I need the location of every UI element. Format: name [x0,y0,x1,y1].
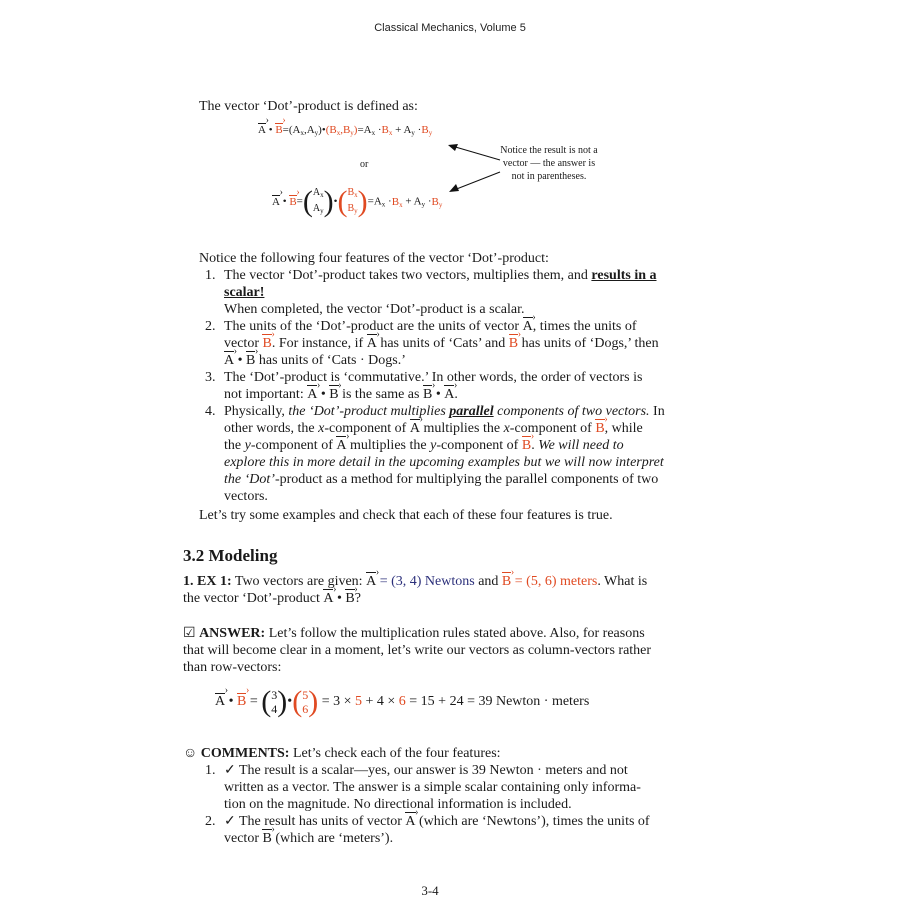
answer-block: ☑ ANSWER: Let’s follow the multiplication rules stated above. Also, for reasons that will become clear in a moment, let’s write our vectors as column-vectors rather than row-vectors: [183,626,652,675]
comments-list [205,762,684,847]
check-icon: ✓ [224,814,236,829]
comment-2: 2. ✓ The result has units of vector A › (which are ‘Newtons’), times the units of vector B › (which are ‘meters’). [224,813,684,847]
feature-2: 2. The units of the ‘Dot’-product are the units of vector A ›, times the units of vector B ›. For instance, if A › has units of ‘Cats’ and B › has units of ‘Dogs,’ then A › • B › has units of ‘Cats · Dogs.’ [224,318,684,369]
try-line: Let’s try some examples and check that each of these four features is true. [199,508,613,523]
vector-b-column: 5 6 [302,688,309,716]
example-1: 1. EX 1: Two vectors are given: A › = (3, 4) Newtons and B › = (5, 6) meters. What is the vector ‘Dot’-product A › • B ›? [183,573,683,607]
page-number: 3-4 [421,883,439,898]
feature-3: 3. The ‘Dot’-product is ‘commutative.’ In other words, the order of vectors is not important: A › • B › is the same as B › • A ›. [224,369,684,403]
check-icon: ✓ [224,763,236,778]
section-title: 3.2 Modeling [183,546,278,565]
calculation: A › • B › = (3 4)•(5 6) = 3 × 5 + 4 × 6 = 15 + 24 = 39 Newton · meters [215,687,589,717]
feature-4: 4. Physically, the ‘Dot’-product multiplies parallel components of two vectors. In other words, the x-component of A › multiplies the x-component of B ›, while the y-component of A › multiplies the y-component of B ›. We will need to explore this in more detail in the upcoming examples but we will now interpret the ‘Dot’-product as a method for multiplying the parallel components of two vectors. [224,403,684,505]
running-header: Classical Mechanics, Volume 5 [374,22,526,34]
checkbox-icon: ☑ [183,626,196,641]
vector-a-column: 3 4 [271,688,278,716]
column-equation: A › • B $›=(A_x$ $A_y)•(B_x$ $B_y)=A_x \cdot B_x + A_y \cdot B_y$ [272,186,442,218]
features-intro: Notice the following four features of the vector ‘Dot’-product: [199,251,549,266]
or-text: or [360,159,369,170]
comments-heading: ☺ COMMENTS: Let’s check each of the four features: [183,746,501,761]
feature-1: 1. The vector ‘Dot’-product takes two vectors, multiplies them, and results in a scalar! When completed, the vector ‘Dot’-product is a scalar. [205,268,657,317]
smiley-icon: ☺ [183,746,198,761]
intro-text: The vector ‘Dot’-product is defined as: [199,99,418,114]
row-equation: A › • B $›=(A_x,A_y)•(B_x,B_y)=A_x \cdot B_x + A_y \cdot B_y$ [258,124,432,137]
side-note: Notice the result is not a vector — the answer is not in parentheses. [500,145,598,182]
comment-1: 1. ✓ The result is a scalar—yes, our answer is 39 Newton · meters and not written as a vector. The answer is a simple scalar containing only informa- tion on the magnitude. No directional information is included. [205,763,641,812]
features-list [205,267,684,505]
